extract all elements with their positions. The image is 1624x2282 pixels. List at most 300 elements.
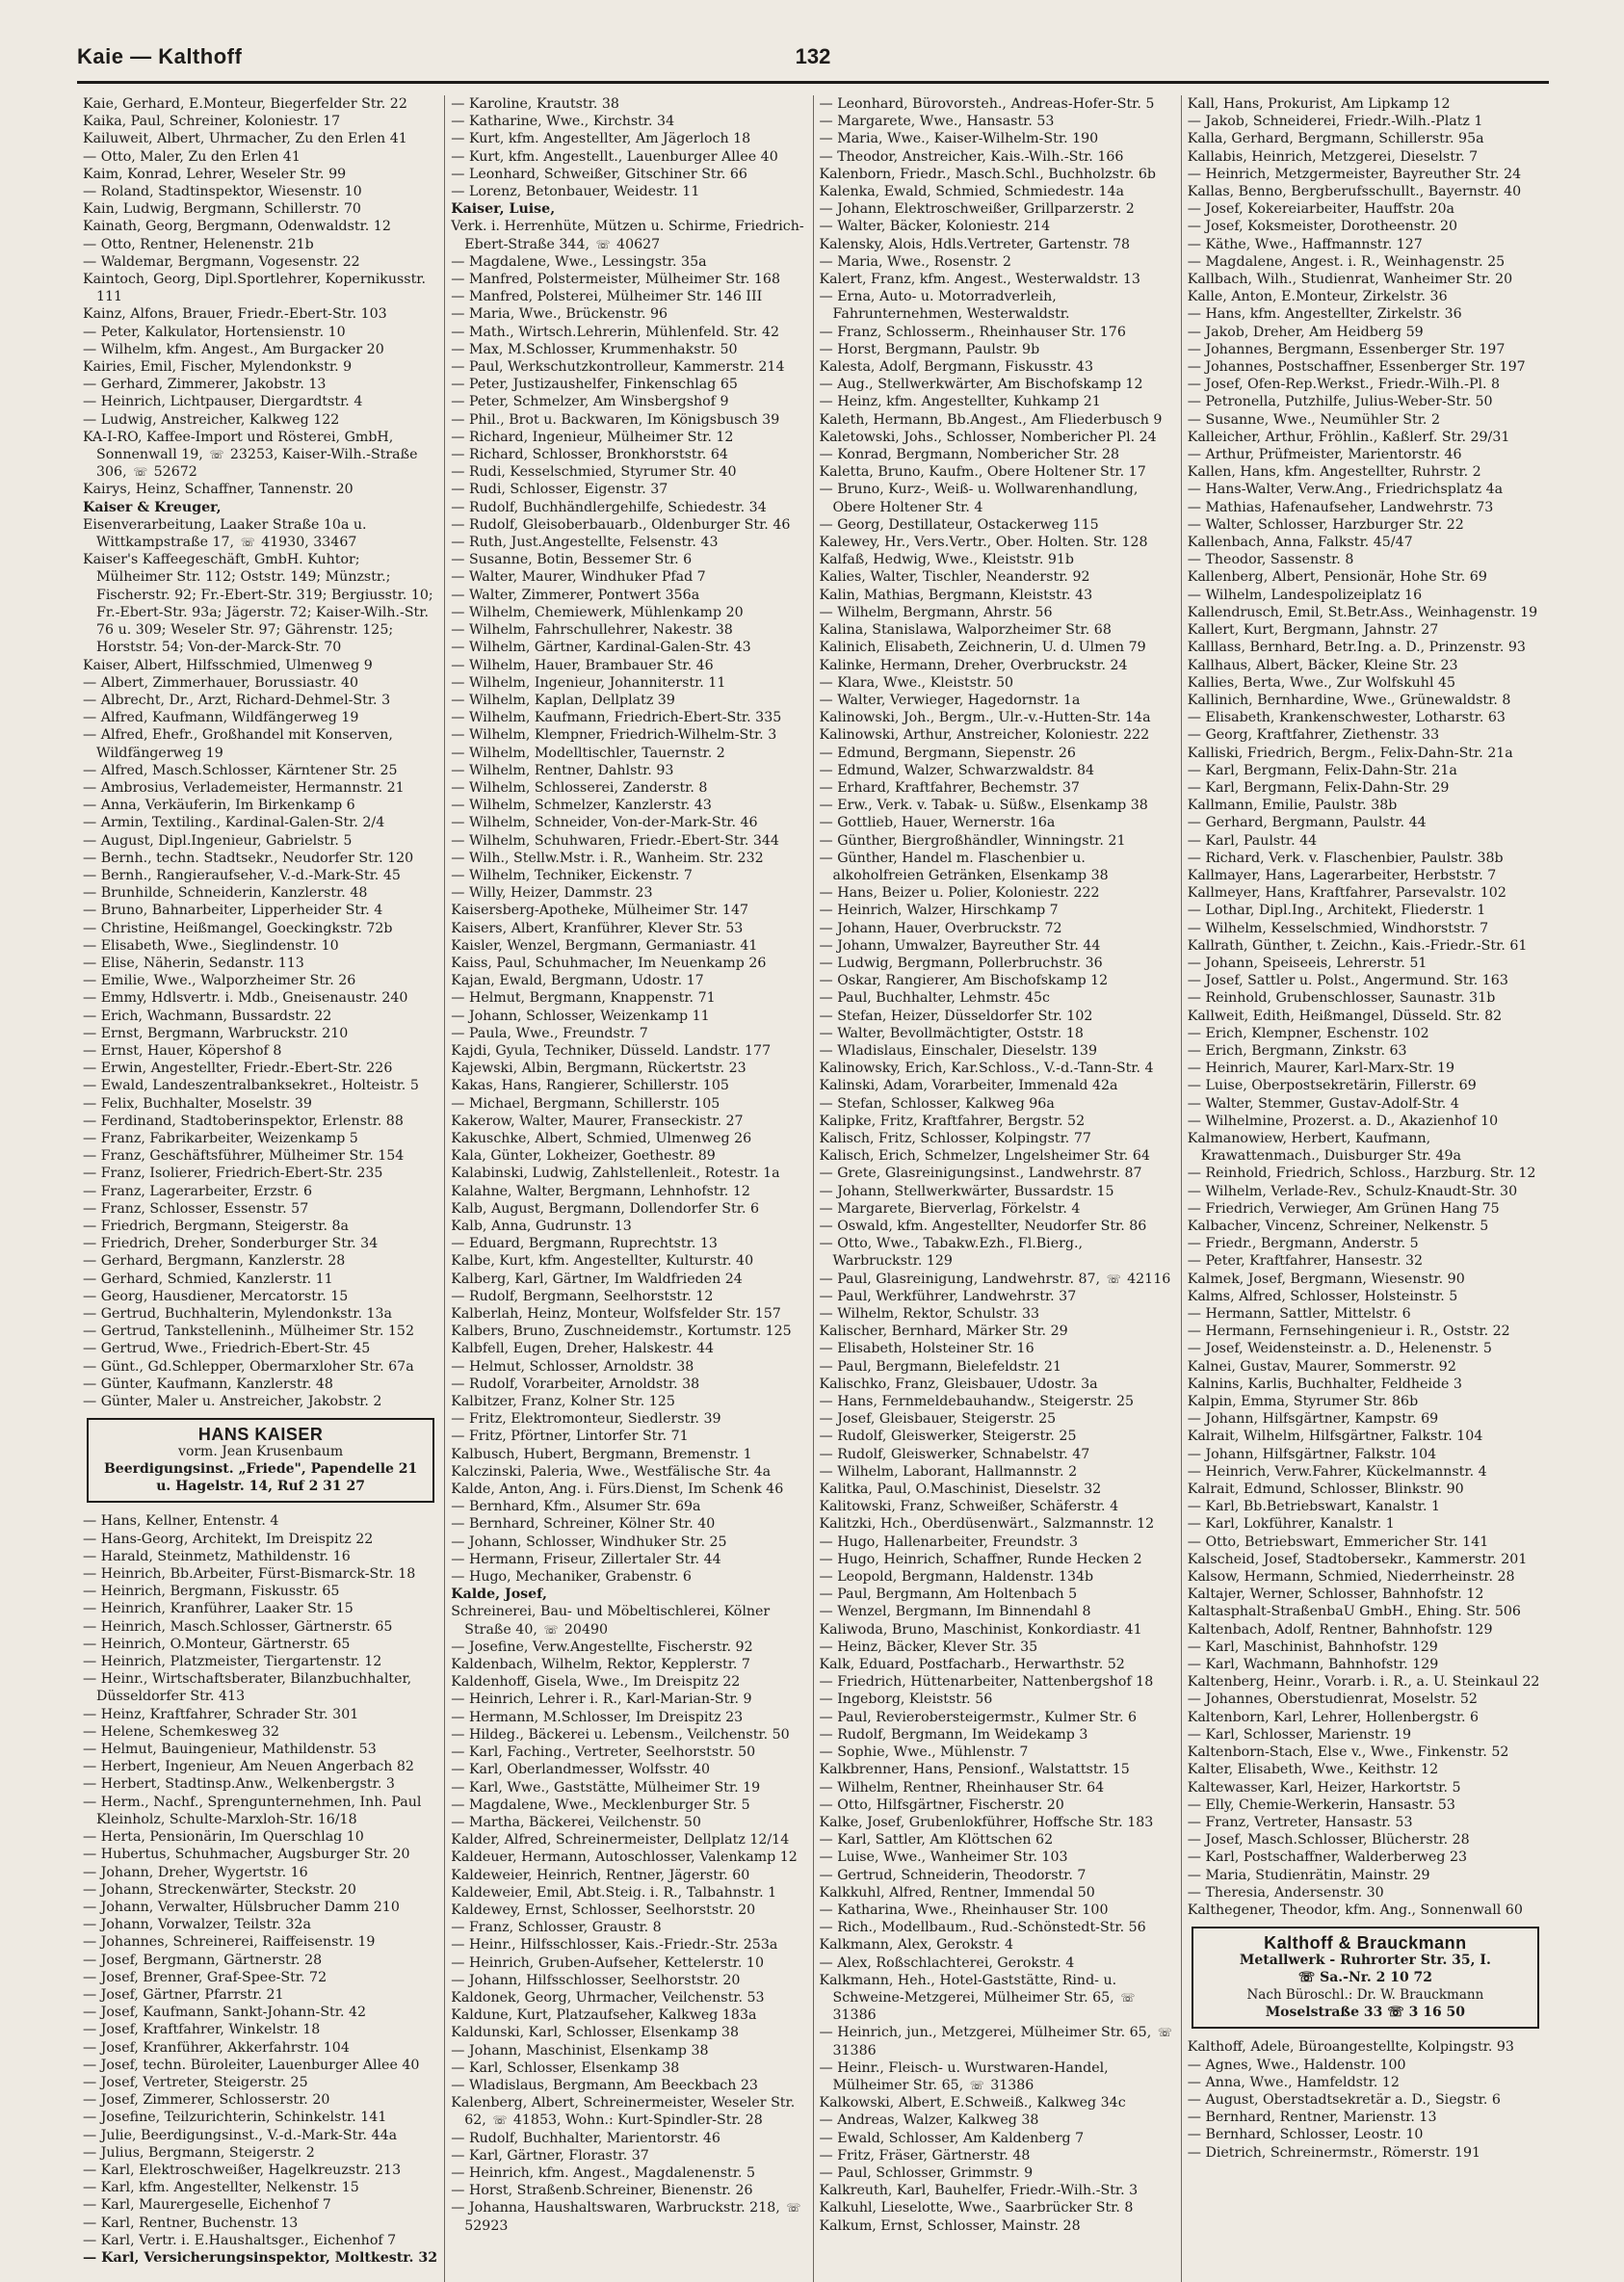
directory-entry [820, 1113, 1175, 1130]
entry-text: — Heinr., Hilfsschlosser, Kais.-Friedr.-Str. 253a [451, 1937, 778, 1954]
directory-entry [83, 2232, 438, 2249]
directory-entry [820, 516, 1175, 534]
column-3 [813, 95, 1181, 2282]
directory-entry [83, 884, 438, 902]
directory-entry [83, 253, 438, 271]
directory-entry [451, 200, 806, 218]
phone-number: 23253, Kaiser-Wilh.-Straße 306, [96, 447, 418, 481]
entry-text: Kaiser, Luise, [451, 201, 556, 218]
directory-entry [451, 937, 806, 955]
entry-text: Kaisersberg-Apotheke, Mülheimer Str. 147 [451, 903, 748, 919]
directory-entry [83, 1200, 438, 1218]
directory-entry [1188, 446, 1543, 463]
directory-entry [1188, 639, 1543, 656]
directory-entry [820, 183, 1175, 200]
directory-entry [1188, 113, 1543, 130]
directory-entry [1188, 1726, 1543, 1744]
directory-entry [83, 2109, 438, 2126]
directory-entry [820, 1288, 1175, 1305]
entry-text: — Peter, Kraftfahrer, Hansestr. 32 [1187, 1253, 1424, 1270]
directory-entry [83, 1986, 438, 2004]
directory-entry [820, 236, 1175, 253]
directory-entry [451, 850, 806, 867]
entry-text: — Johann, Schlosser, Windhuker Str. 25 [451, 1534, 727, 1550]
advertisement-line: Metallwerk - Ruhrorter Str. 35, I. [1239, 1953, 1491, 1969]
directory-entry [451, 2147, 806, 2164]
entry-text: — Johannes, Schreinerei, Raiffeisenstr. 19 [83, 1934, 376, 1951]
entry-text: Kalitzki, Hch., Oberdüsenwärt., Salzmannstr. 12 [819, 1516, 1155, 1533]
entry-text: — Richard, Ingenieur, Mülheimer Str. 12 [451, 429, 734, 445]
entry-text: Kallas, Benno, Bergberufsschullt., Bayernstr. 40 [1187, 184, 1522, 200]
directory-entry [83, 989, 438, 1007]
entry-text: — Oswald, kfm. Angestellter, Neudorfer Str. 86 [819, 1219, 1147, 1234]
directory-entry [451, 972, 806, 989]
entry-text: — Bruno, Kurz-, Weiß- u. Wollwarenhandlung, Obere Holtener Str. 4 [819, 482, 1139, 515]
entry-text: — Johann, Speiseeis, Lehrerstr. 51 [1187, 955, 1428, 971]
entry-text: — Margarete, Bierverlag, Förkelstr. 4 [819, 1200, 1081, 1217]
entry-text: — Luise, Wwe., Wanheimer Str. 103 [819, 1849, 1068, 1866]
entry-text: — Peter, Justizaushelfer, Finkenschlag 65 [451, 377, 738, 393]
directory-entry [451, 1393, 806, 1410]
entry-text: — Franz, Schlosser, Essenstr. 57 [83, 1200, 309, 1217]
entry-text: Kalina, Stanislawa, Walporzheimer Str. 68 [819, 622, 1112, 639]
directory-entry [1188, 499, 1543, 516]
directory-entry [1188, 1902, 1543, 1919]
directory-entry [1188, 218, 1543, 235]
directory-entry [83, 2144, 438, 2162]
entry-text: Kalrait, Edmund, Schlosser, Blinkstr. 90 [1187, 1482, 1464, 1498]
directory-entry [1188, 1323, 1543, 1340]
directory-entry [83, 1881, 438, 1899]
entry-text: — Josefine, Verw.Angestellte, Fischerstr. 92 [451, 1639, 753, 1655]
directory-entry [451, 463, 806, 481]
directory-entry [451, 429, 806, 446]
directory-entry [1188, 1515, 1543, 1533]
directory-entry [1188, 709, 1543, 726]
entry-text: — Karl, Schlosser, Elsenkamp 38 [451, 2059, 680, 2076]
directory-entry [1188, 1042, 1543, 1060]
entry-text: — Theodor, Sassenstr. 8 [1187, 552, 1354, 568]
entry-text: — Heinrich, Maurer, Karl-Marx-Str. 19 [1187, 1061, 1455, 1077]
directory-entry [451, 1989, 806, 2007]
entry-text: Kaiser & Kreuger, [83, 499, 222, 515]
entry-text: — Paula, Wwe., Freundstr. 7 [451, 1025, 648, 1041]
directory-entry [1188, 2074, 1543, 2091]
entry-text: Kallenberg, Albert, Pensionär, Hohe Str. 69 [1187, 569, 1487, 586]
directory-entry [451, 1603, 806, 1638]
entry-text: — Helmut, Schlosser, Arnoldstr. 38 [451, 1358, 694, 1375]
directory-entry [451, 358, 806, 376]
entry-text: — Wilhelm, Rentner, Dahlstr. 93 [451, 762, 674, 778]
entry-text: — Gertrud, Schneiderin, Theodorstr. 7 [819, 1867, 1087, 1883]
entry-text: — Sophie, Wwe., Mühlenstr. 7 [819, 1744, 1029, 1761]
directory-entry [451, 2077, 806, 2094]
directory-entry [451, 1042, 806, 1060]
directory-entry [1188, 568, 1543, 586]
directory-entry [820, 621, 1175, 639]
directory-entry [1188, 1393, 1543, 1410]
entry-text: — Wilhelm, Bergmann, Ahrstr. 56 [819, 604, 1053, 620]
entry-text: Kalpin, Emma, Styrumer Str. 86b [1187, 1394, 1419, 1410]
directory-entry [83, 2162, 438, 2179]
entry-text: — Wenzel, Bergmann, Im Binnendahl 8 [819, 1604, 1091, 1620]
entry-text: — Heinrich, Metzgermeister, Bayreuther Str. 24 [1187, 166, 1522, 182]
entry-text: Kaldewey, Ernst, Schlosser, Seelhorststr. 20 [451, 1902, 756, 1918]
directory-entry [451, 1691, 806, 1708]
directory-entry [1188, 1797, 1543, 1814]
directory-entry [451, 867, 806, 884]
entry-text: — Johann, Vorwalzer, Teilstr. 32a [83, 1917, 311, 1933]
directory-entry [83, 779, 438, 797]
entry-text: — Heinrich, jun., Metzgerei, Mülheimer Str. 65, [819, 2025, 1152, 2041]
directory-entry [820, 1271, 1175, 1288]
directory-entry [1188, 95, 1543, 113]
directory-entry [1188, 2109, 1543, 2126]
entry-text: Kalisch, Fritz, Schlosser, Kolpingstr. 77 [819, 1130, 1091, 1146]
directory-entry [820, 1393, 1175, 1410]
entry-text: Kaim, Konrad, Lehrer, Weseler Str. 99 [83, 166, 347, 182]
entry-text: Kalsow, Hermann, Schmied, Niederrheinstr. 28 [1187, 1569, 1515, 1586]
directory-entry [83, 814, 438, 831]
directory-entry [1188, 2144, 1543, 2162]
directory-entry [451, 1709, 806, 1726]
entry-text: — Paul, Buchhalter, Lehmstr. 45c [819, 990, 1051, 1007]
entry-text: Kallhaus, Albert, Bäcker, Kleine Str. 23 [1187, 657, 1458, 673]
directory-entry [451, 1340, 806, 1357]
directory-entry [451, 1358, 806, 1376]
entry-text: Kalkmann, Alex, Gerokstr. 4 [819, 1937, 1013, 1954]
entry-text: Schreinerei, Bau- und Möbeltischlerei, Kölner Straße 40, [451, 1604, 771, 1638]
directory-entry [820, 2182, 1175, 2199]
directory-entry [451, 621, 806, 639]
entry-text: — Josef, Gleisbauer, Steigerstr. 25 [819, 1411, 1057, 1428]
directory-entry [1188, 393, 1543, 410]
entry-text: — Paul, Glasreinigung, Landwehrstr. 87, [819, 1271, 1101, 1287]
directory-entry [1188, 726, 1543, 744]
directory-entry [83, 1775, 438, 1793]
directory-entry [451, 832, 806, 850]
entry-text: — Johann, Umwalzer, Bayreuther Str. 44 [819, 937, 1101, 954]
directory-entry [1188, 1481, 1543, 1498]
entry-text: Kalert, Franz, kfm. Angest., Westerwaldstr. 13 [819, 272, 1140, 288]
directory-entry [820, 481, 1175, 515]
entry-text: Kalfaß, Hedwig, Wwe., Kleiststr. 91b [819, 552, 1074, 568]
directory-entry [451, 1779, 806, 1797]
directory-entry [820, 902, 1175, 919]
entry-text: — Brunhilde, Schneiderin, Kanzlerstr. 48 [83, 885, 368, 902]
entry-text: — Otto, Hilfsgärtner, Fischerstr. 20 [819, 1797, 1064, 1813]
directory-entry [83, 2179, 438, 2196]
advertisement-line: Nach Büroschl.: Dr. W. Brauckmann [1246, 1987, 1484, 2004]
directory-entry [820, 920, 1175, 937]
entry-text: Kalinowsky, Erich, Kar.Schloss., V.-d.-Tann-Str. 4 [819, 1061, 1154, 1077]
directory-entry [83, 1358, 438, 1376]
entry-text: — Günt., Gd.Schlepper, Obermarxloher Str. 67a [83, 1358, 414, 1375]
entry-text: KA-I-RO, Kaffee-Import und Rösterei, GmbH, Sonnenwall 19, [83, 429, 394, 463]
entry-text: — Petronella, Putzhilfe, Julius-Weber-Str. 50 [1187, 394, 1493, 410]
directory-entry [1188, 1884, 1543, 1902]
entry-text: — Johann, Stellwerkwärter, Bussardstr. 15 [819, 1183, 1114, 1199]
directory-entry [820, 1603, 1175, 1620]
entry-text: — Hans, Kellner, Entenstr. 4 [83, 1513, 279, 1530]
directory-entry [1188, 1025, 1543, 1042]
entry-text: — Bernhard, Rentner, Marienstr. 13 [1187, 2110, 1437, 2126]
directory-entry [820, 1481, 1175, 1498]
entry-text: — Edmund, Bergmann, Siepenstr. 26 [819, 745, 1076, 761]
directory-entry [83, 2215, 438, 2232]
entry-text: — Bernhard, Schreiner, Kölner Str. 40 [451, 1516, 716, 1533]
entry-text: Kairys, Heinz, Schaffner, Tannenstr. 20 [83, 482, 354, 498]
directory-entry [451, 516, 806, 534]
entry-text: — Ernst, Hauer, Köpershof 8 [83, 1042, 282, 1059]
directory-entry [451, 1814, 806, 1831]
entry-text: — Karoline, Krautstr. 38 [451, 96, 619, 112]
directory-entry [83, 1340, 438, 1357]
directory-entry [820, 674, 1175, 692]
entry-text: — Edmund, Walzer, Schwarzwaldstr. 84 [819, 762, 1095, 778]
directory-entry [83, 1531, 438, 1548]
entry-text: — Alfred, Ehefr., Großhandel mit Konserven, Wildfängerweg 19 [83, 727, 393, 761]
directory-entry [820, 814, 1175, 831]
entry-text: — Hans-Walter, Verw.Ang., Friedrichsplatz 4a [1187, 482, 1504, 498]
entry-text: Kalthegener, Theodor, kfm. Ang., Sonnenwall 60 [1187, 1902, 1523, 1918]
entry-text: — Agnes, Wwe., Haldenstr. 100 [1187, 2057, 1406, 2073]
entry-text: — Kurt, kfm. Angestellt., Lauenburger Allee 40 [451, 148, 778, 165]
entry-text: — Käthe, Wwe., Haffmannstr. 127 [1187, 236, 1423, 252]
entry-text: Kaltenberg, Heinr., Vorarb. i. R., a. U. Steinkaul 22 [1187, 1674, 1540, 1691]
entry-text: — Alfred, Masch.Schlosser, Kärntener Str. 25 [83, 762, 398, 778]
directory-entry [83, 1008, 438, 1025]
directory-entry [451, 1744, 806, 1761]
entry-text: — Ingeborg, Kleiststr. 56 [819, 1692, 993, 1708]
entry-text: Kaltenborn, Karl, Lehrer, Hollenbergstr. 6 [1187, 1709, 1480, 1725]
entry-text: Kalin, Mathias, Bergmann, Kleiststr. 43 [819, 587, 1093, 603]
entry-text: — Arthur, Prüfmeister, Marientorstr. 46 [1187, 447, 1462, 463]
directory-entry [820, 463, 1175, 481]
directory-entry [1188, 200, 1543, 218]
directory-entry [451, 1008, 806, 1025]
directory-entry [451, 1936, 806, 1954]
phone-icon: ☏ [1157, 2026, 1172, 2040]
entry-text: Kalscheid, Josef, Stadtobersekr., Kammerstr. 201 [1187, 1551, 1528, 1567]
directory-entry [820, 148, 1175, 166]
directory-entry [820, 850, 1175, 884]
entry-text: — Konrad, Bergmann, Nombericher Str. 28 [819, 447, 1120, 463]
entry-text: — Erwin, Angestellter, Friedr.-Ebert-Str. 226 [83, 1061, 393, 1077]
advertisement-line: vorm. Jean Krusenbaum [178, 1444, 344, 1460]
entry-text: — Herm., Nachf., Sprengunternehmen, Inh. Paul Kleinholz, Schulte-Marxloh-Str. 16/18 [83, 1794, 422, 1827]
entry-text: — Franz, Lagerarbeiter, Erzstr. 6 [83, 1183, 313, 1199]
entry-text: Kaie, Gerhard, E.Monteur, Biegerfelder Str. 22 [83, 96, 407, 112]
entry-text: — Hubertus, Schuhmacher, Augsburger Str. 20 [83, 1847, 410, 1863]
directory-entry [83, 1916, 438, 1933]
directory-entry [1188, 148, 1543, 166]
entry-text: — Gertrud, Buchhalterin, Mylendonkstr. 13a [83, 1306, 392, 1323]
advertisement-box [1192, 1927, 1539, 2029]
entry-text: Kalbacher, Vincenz, Schreiner, Nelkenstr. 5 [1187, 1219, 1489, 1234]
directory-entry [83, 1758, 438, 1775]
directory-entry [451, 1095, 806, 1113]
directory-entry [83, 2127, 438, 2144]
entry-text: — Erich, Klempner, Eschenstr. 102 [1187, 1025, 1429, 1041]
entry-text: Kalkkuhl, Alfred, Rentner, Immendal 50 [819, 1884, 1095, 1901]
entry-text: — Karl, Lokführer, Kanalstr. 1 [1187, 1516, 1395, 1533]
entry-text: — Günther, Biergroßhändler, Winningstr. 21 [819, 832, 1126, 849]
entry-text: — Josef, Kaufmann, Sankt-Johann-Str. 42 [83, 2005, 367, 2021]
directory-entry [83, 1252, 438, 1270]
entry-text: Kalenberg, Albert, Schreinermeister, Weseler Str. 62, [451, 2095, 796, 2129]
directory-entry [83, 1060, 438, 1077]
advertisement-line: Moselstraße 33 ☏ 3 16 50 [1265, 2005, 1466, 2021]
directory-entry [451, 288, 806, 305]
entry-text: — Friedr., Bergmann, Anderstr. 5 [1187, 1236, 1419, 1252]
entry-text: Kaldonek, Georg, Uhrmacher, Veilchenstr. 53 [451, 1989, 765, 2006]
entry-text: Kalischer, Bernhard, Märker Str. 29 [819, 1324, 1068, 1340]
directory-entry [83, 376, 438, 393]
directory-entry [451, 1165, 806, 1182]
entry-text: — Josef, Masch.Schlosser, Blücherstr. 28 [1187, 1832, 1470, 1849]
directory-entry [1188, 1603, 1543, 1620]
directory-entry [1188, 516, 1543, 534]
entry-text: — Magdalene, Wwe., Mecklenburger Str. 5 [451, 1797, 750, 1813]
directory-entry [83, 2039, 438, 2057]
directory-entry [820, 1498, 1175, 1515]
directory-entry [1188, 1621, 1543, 1639]
directory-entry [1188, 814, 1543, 831]
directory-entry [820, 200, 1175, 218]
entry-text: — Friedrich, Hüttenarbeiter, Nattenbergshof 18 [819, 1674, 1154, 1691]
directory-entry [1188, 1271, 1543, 1288]
entry-text: — Erna, Auto- u. Motorradverleih, Fahrunternehmen, Westerwaldstr. [819, 289, 1070, 323]
entry-text: — Fritz, Fräser, Gärtnerstr. 48 [819, 2147, 1031, 2164]
entry-text: — Günter, Kaufmann, Kanzlerstr. 48 [83, 1376, 333, 1392]
entry-text: — Karl, Postschaffner, Walderberweg 23 [1187, 1849, 1468, 1866]
directory-entry [820, 955, 1175, 972]
directory-entry [83, 972, 438, 989]
entry-text: — Karl, Faching., Vertreter, Seelhorststr. 50 [451, 1744, 756, 1761]
entry-text: — Andreas, Walzer, Kalkweg 38 [819, 2112, 1039, 2129]
entry-text: Kakuschke, Albert, Schmied, Ulmenweg 26 [451, 1130, 752, 1146]
directory-entry [1188, 411, 1543, 429]
directory-entry [451, 166, 806, 183]
entry-text: — Karl, Paulstr. 44 [1187, 832, 1318, 849]
entry-text: Kainath, Georg, Bergmann, Odenwaldstr. 12 [83, 219, 391, 235]
phone-number: 41853, Wohn.: Kurt-Spindler-Str. 28 [512, 2112, 763, 2129]
directory-entry [83, 1271, 438, 1288]
directory-entry [451, 2059, 806, 2077]
entry-text: Kalischko, Franz, Gleisbauer, Udostr. 3a [819, 1376, 1098, 1392]
directory-entry [1188, 1586, 1543, 1603]
directory-entry [451, 1077, 806, 1094]
phone-number: 52672 [153, 464, 197, 481]
entry-text: — Franz, Geschäftsführer, Mülheimer Str. 154 [83, 1148, 405, 1165]
directory-entry [83, 183, 438, 200]
directory-entry [1188, 253, 1543, 271]
entry-text: Kalkmann, Heh., Hotel-Gaststätte, Rind- u. Schweine-Metzgerei, Mülheimer Str. 65, [819, 1972, 1117, 2006]
entry-text: Kaldeweier, Emil, Abt.Steig. i. R., Talbahnstr. 1 [451, 1884, 777, 1901]
directory-entry [820, 1235, 1175, 1270]
directory-entry [1188, 797, 1543, 814]
directory-entry [451, 2042, 806, 2059]
entry-text: — Maria, Wwe., Brückenstr. 96 [451, 306, 668, 323]
entry-text: — Rudolf, Vorarbeiter, Arnoldstr. 38 [451, 1376, 700, 1392]
directory-entry [1188, 692, 1543, 709]
entry-text: — Georg, Hausdiener, Mercatorstr. 15 [83, 1288, 349, 1304]
entry-text: — August, Dipl.Ingenieur, Gabrielstr. 5 [83, 832, 353, 849]
directory-entry [83, 1077, 438, 1094]
entry-text: — Karl, Sattler, Am Klöttschen 62 [819, 1832, 1054, 1849]
entry-text: Kalinski, Adam, Vorarbeiter, Immenald 42a [819, 1078, 1118, 1094]
directory-entry [451, 884, 806, 902]
directory-entry [83, 1583, 438, 1600]
directory-entry [1188, 762, 1543, 779]
phone-icon: ☏ [240, 536, 255, 550]
directory-entry [1188, 1744, 1543, 1761]
entry-text: — Fritz, Pförtner, Lintorfer Str. 71 [451, 1429, 689, 1445]
directory-entry [451, 305, 806, 323]
directory-entry [451, 1323, 806, 1340]
directory-entry [1188, 1639, 1543, 1656]
directory-entry [451, 1568, 806, 1586]
directory-entry [1188, 1534, 1543, 1551]
entry-text: — Oskar, Rangierer, Am Bischofskamp 12 [819, 973, 1109, 989]
directory-entry [1188, 1673, 1543, 1691]
entry-text: — Elisabeth, Wwe., Sieglindenstr. 10 [83, 937, 339, 954]
directory-entry [83, 1706, 438, 1723]
entry-text: — Wilhelm, Kesselschmied, Windhorststr. 7 [1187, 920, 1489, 936]
directory-entry [83, 393, 438, 410]
directory-entry [1188, 1761, 1543, 1778]
directory-entry [451, 1025, 806, 1042]
entry-text: — Karl, Maschinist, Bahnhofstr. 129 [1187, 1639, 1438, 1655]
directory-entry [451, 639, 806, 656]
directory-entry [1188, 1200, 1543, 1218]
entry-text: — Rudolf, Gleiswerker, Schnabelstr. 47 [819, 1446, 1090, 1462]
directory-entry [1188, 884, 1543, 902]
directory-entry [820, 972, 1175, 989]
entry-text: — Emmy, Hdlsvertr. i. Mdb., Gneisenaustr. 240 [83, 990, 408, 1007]
directory-entry [1188, 236, 1543, 253]
directory-entry [83, 1952, 438, 1969]
directory-entry [451, 253, 806, 271]
entry-text: — Heinrich, Masch.Schlosser, Gärtnerstr. 65 [83, 1618, 393, 1635]
directory-entry [451, 1288, 806, 1305]
directory-entry [83, 551, 438, 656]
directory-entry [820, 446, 1175, 463]
directory-entry [820, 1954, 1175, 1972]
directory-entry [1188, 621, 1543, 639]
directory-entry [820, 937, 1175, 955]
directory-entry [451, 762, 806, 779]
entry-text: — Gerhard, Bergmann, Kanzlerstr. 28 [83, 1253, 346, 1270]
directory-entry [1188, 1446, 1543, 1463]
directory-entry [1188, 1831, 1543, 1849]
directory-entry [1188, 587, 1543, 604]
entry-text: — Hermann, Friseur, Zillertaler Str. 44 [451, 1551, 721, 1567]
directory-entry [1188, 1183, 1543, 1200]
entry-text: — Wilhelm, Gärtner, Kardinal-Galen-Str. 43 [451, 640, 751, 656]
entry-text: — Bernh., techn. Stadtsekr., Neudorfer Str. 120 [83, 850, 414, 866]
entry-text: Kalabinski, Ludwig, Zahlstellenleit., Rotestr. 1a [451, 1166, 780, 1182]
entry-text: Kalla, Gerhard, Bergmann, Schillerstr. 95a [1187, 131, 1484, 147]
entry-text: — Heinr., Fleisch- u. Wurstwaren-Handel, Mülheimer Str. 65, [819, 2059, 1109, 2093]
directory-entry [451, 779, 806, 797]
directory-entry [1188, 674, 1543, 692]
directory-entry [83, 762, 438, 779]
entry-text: — Albrecht, Dr., Arzt, Richard-Dehmel-Str. 3 [83, 692, 391, 708]
entry-text: — Heinrich, Walzer, Hirschkamp 7 [819, 903, 1059, 919]
advertisement-line: ☏ Sa.-Nr. 2 10 72 [1297, 1970, 1433, 1986]
